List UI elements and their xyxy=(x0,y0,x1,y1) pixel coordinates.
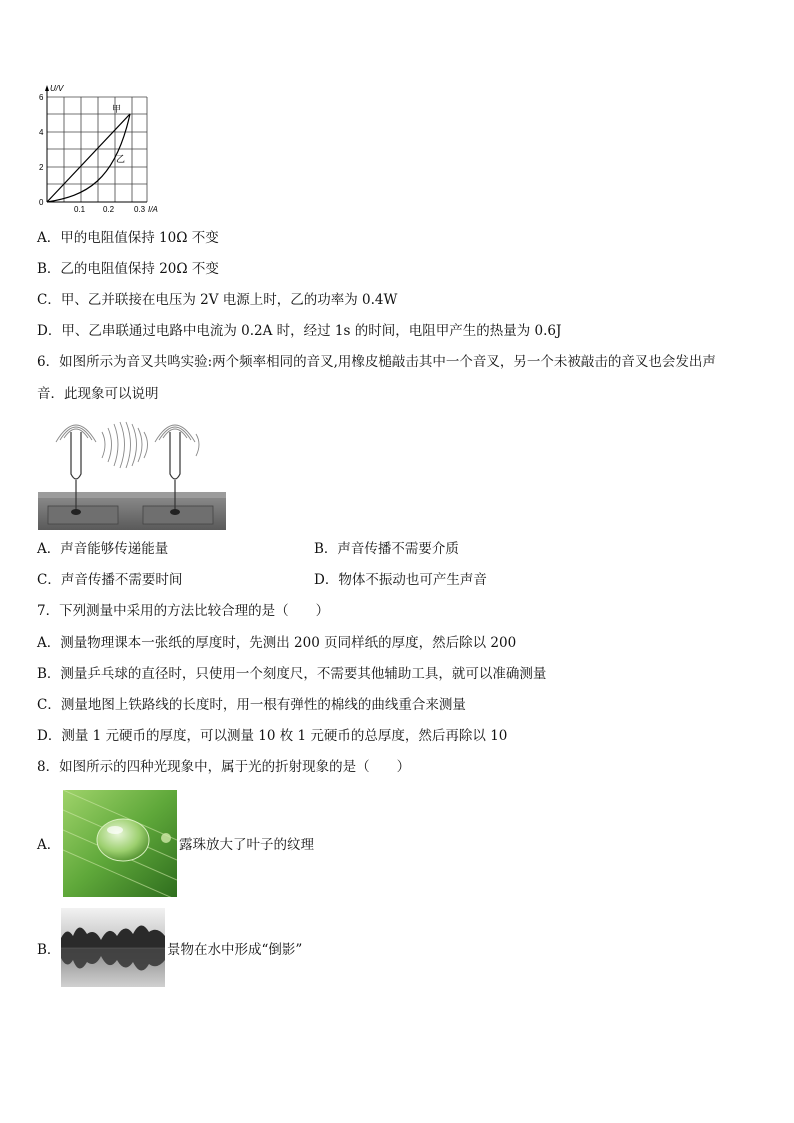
q8-option-a-caption: 露珠放大了叶子的纹理 xyxy=(179,837,314,853)
q6-option-d[interactable]: D．物体不振动也可产生声音 xyxy=(314,572,487,588)
y-tick-4: 4 xyxy=(39,128,44,137)
x-tick-02: 0.2 xyxy=(103,205,115,214)
curve-yi-label: 乙 xyxy=(116,154,126,164)
curve-jia-label: 甲 xyxy=(112,104,122,114)
y-tick-2: 2 xyxy=(39,163,44,172)
q7-option-a[interactable]: A．测量物理课本一张纸的厚度时，先测出 200 页同样纸的厚度，然后除以 200 xyxy=(37,635,517,651)
q8-option-b-caption: 景物在水中形成“倒影” xyxy=(167,942,303,958)
q6-option-b[interactable]: B．声音传播不需要介质 xyxy=(314,541,459,557)
q5-option-b[interactable]: B．乙的电阻值保持 20Ω 不变 xyxy=(37,261,219,277)
q7-option-b[interactable]: B．测量乒乓球的直径时，只使用一个刻度尺，不需要其他辅助工具，就可以准确测量 xyxy=(37,666,547,682)
x-tick-03: 0.3 xyxy=(134,205,146,214)
q6-option-c[interactable]: C．声音传播不需要时间 xyxy=(37,572,183,588)
y-tick-6: 6 xyxy=(39,93,44,102)
iu-graph xyxy=(30,82,170,217)
q6-stem-line1: 6．如图所示为音叉共鸣实验:两个频率相同的音叉,用橡皮槌敲击其中一个音叉，另一个未被敲击的音叉也会发出声 xyxy=(37,354,716,370)
x-tick-01: 0.1 xyxy=(74,205,86,214)
q6-option-a[interactable]: A．声音能够传递能量 xyxy=(37,541,169,557)
q7-option-c[interactable]: C．测量地图上铁路线的长度时，用一根有弹性的棉线的曲线重合来测量 xyxy=(37,697,466,713)
q8-option-b-label[interactable]: B． xyxy=(37,942,61,958)
q5-option-c[interactable]: C．甲、乙并联接在电压为 2V 电源上时，乙的功率为 0.4W xyxy=(37,292,398,308)
q8-stem: 8．如图所示的四种光现象中，属于光的折射现象的是（ ） xyxy=(37,759,411,775)
q5-option-a[interactable]: A．甲的电阻值保持 10Ω 不变 xyxy=(37,230,219,246)
dew-drop-leaf-image xyxy=(63,790,177,897)
q6-stem-line2: 音．此现象可以说明 xyxy=(37,386,159,402)
x-axis-label: I/A xyxy=(148,205,158,214)
q5-option-d[interactable]: D．甲、乙串联通过电路中电流为 0.2A 时，经过 1s 的时间，电阻甲产生的热量为 0.6J xyxy=(37,323,562,339)
y-tick-0: 0 xyxy=(39,198,44,207)
q7-stem: 7．下列测量中采用的方法比较合理的是（ ） xyxy=(37,603,330,619)
tuning-fork-figure xyxy=(38,414,226,530)
q7-option-d[interactable]: D．测量 1 元硬币的厚度，可以测量 10 枚 1 元硬币的总厚度，然后再除以 10 xyxy=(37,728,508,744)
q8-option-a-label[interactable]: A． xyxy=(37,837,61,853)
y-axis-label: U/V xyxy=(50,84,64,93)
reflection-landscape-image xyxy=(61,908,165,987)
